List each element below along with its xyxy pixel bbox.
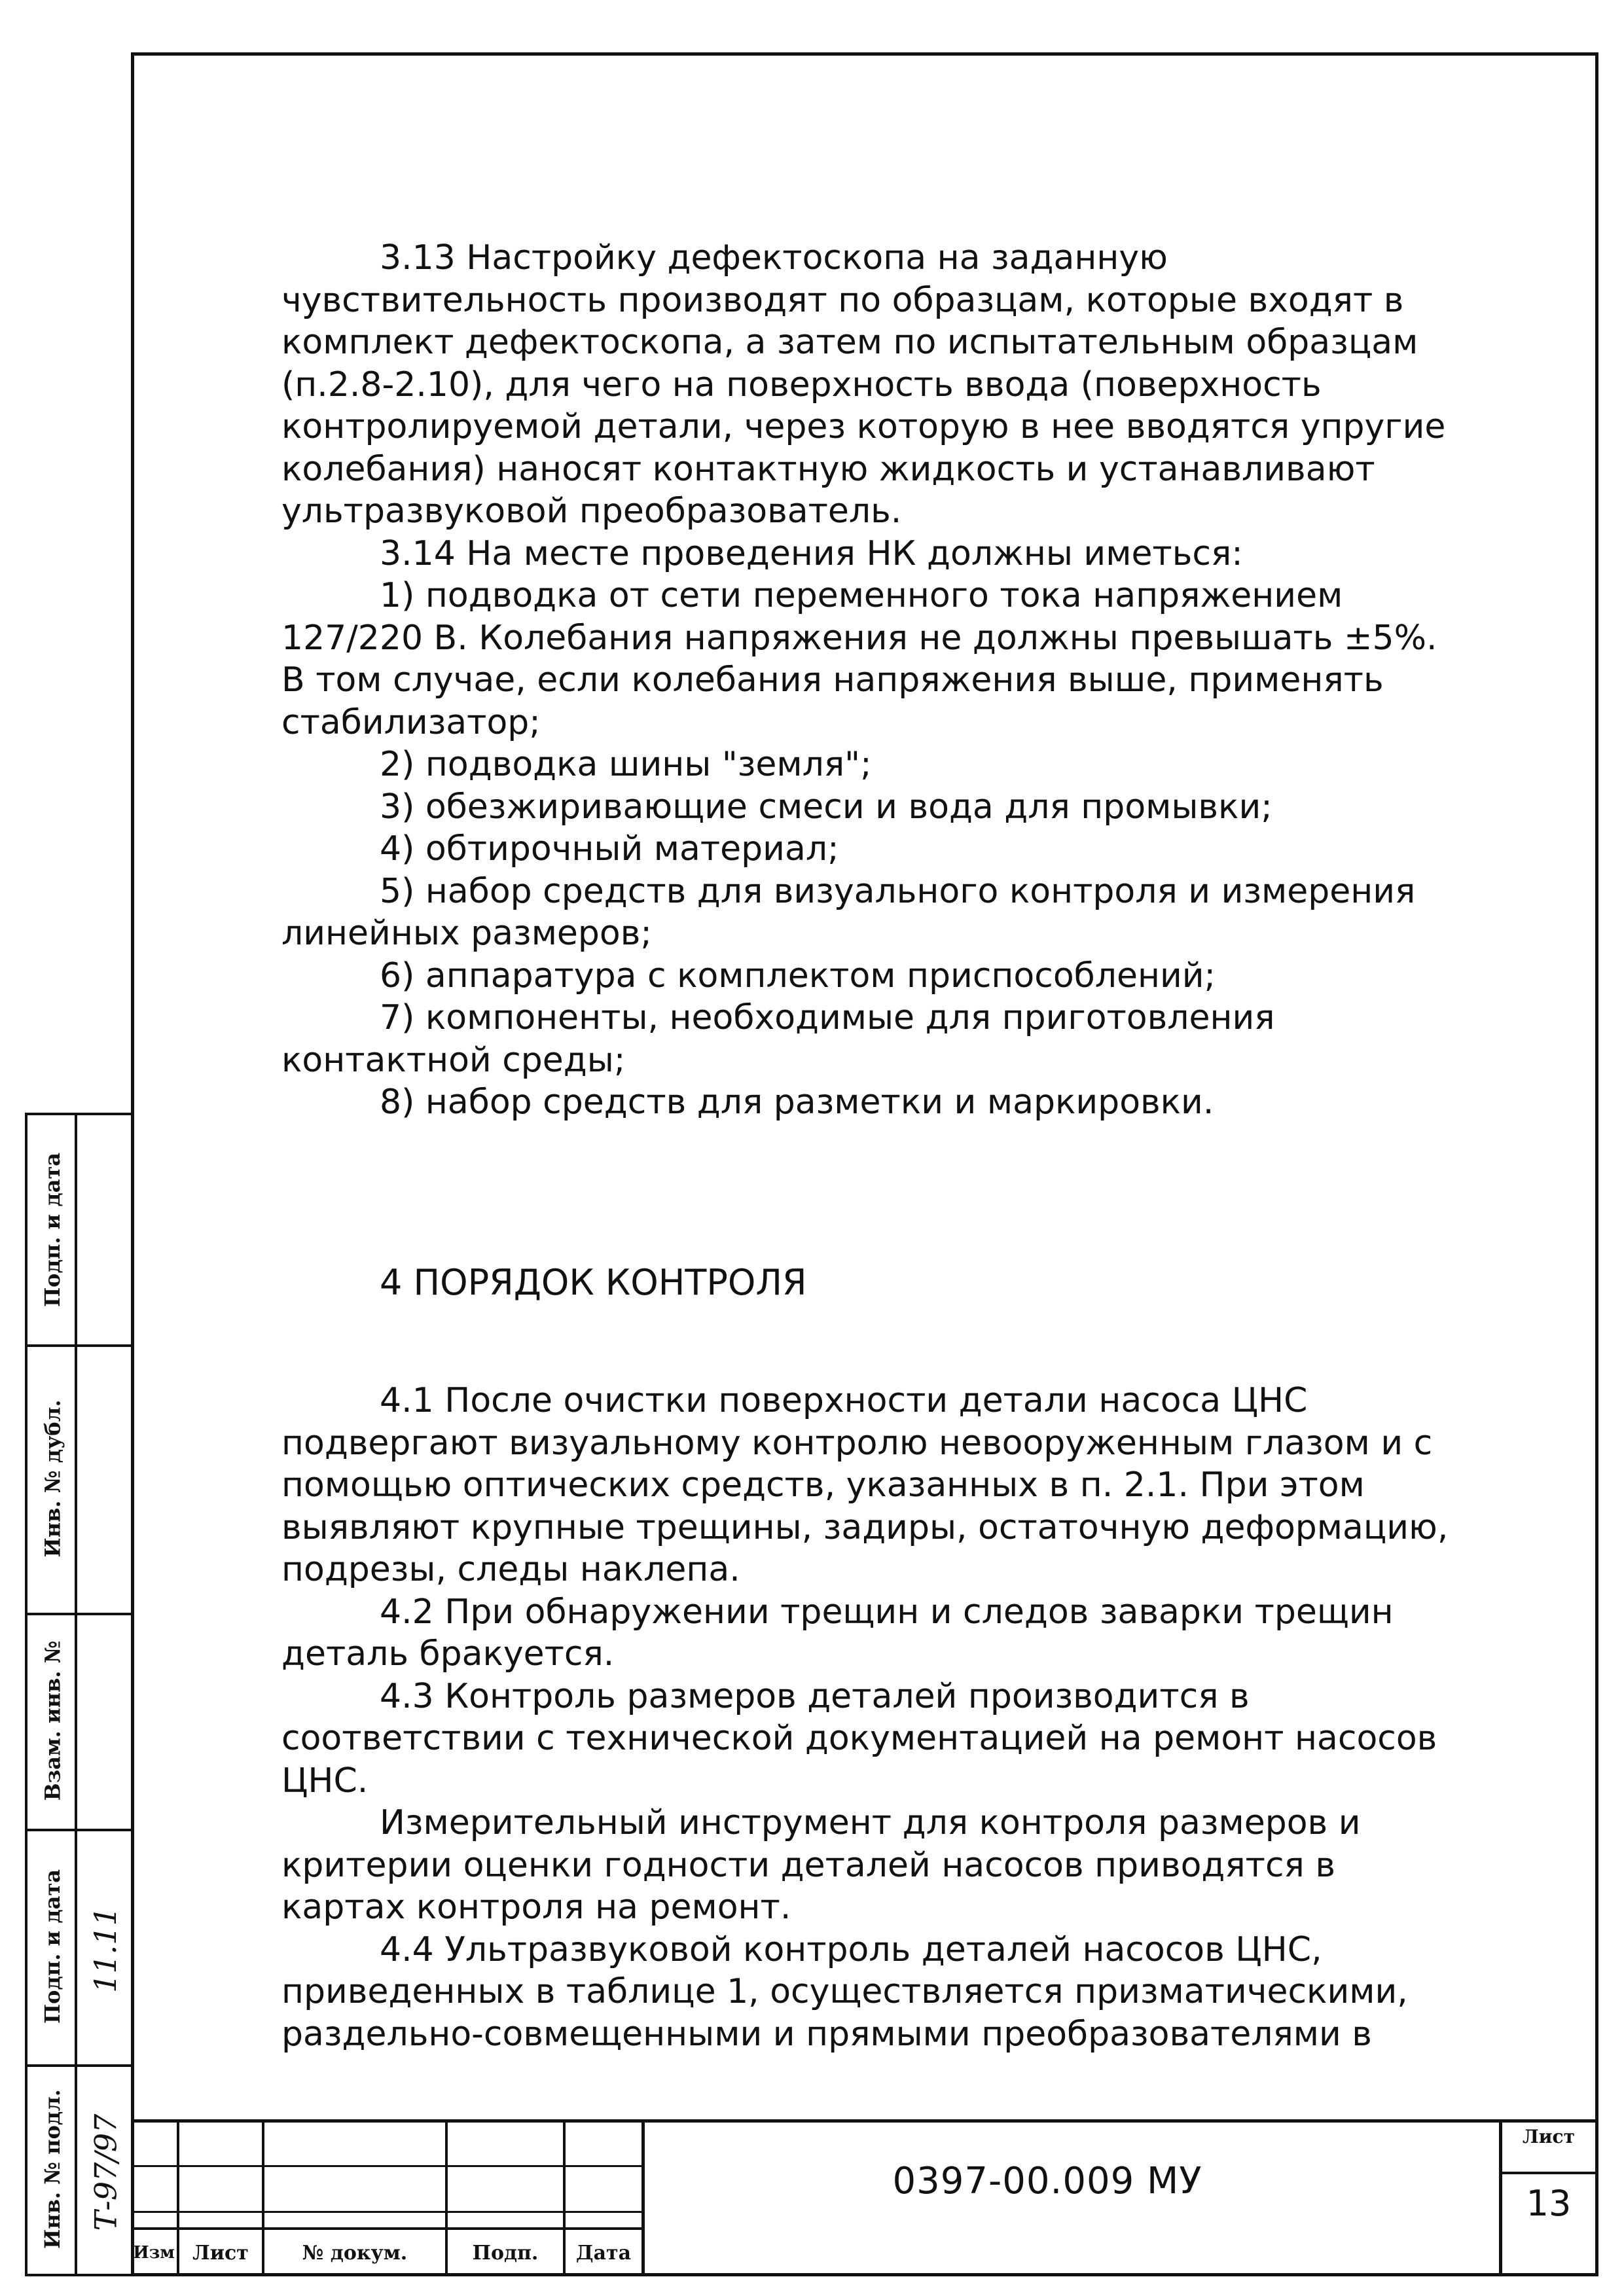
date-label: Дата (575, 2241, 632, 2265)
podp-data-bottom-label: Подп. и дата (40, 1869, 65, 2024)
paragraph-4-4: 4.4 Ультразвуковой контроль деталей насосов ЦНС, приведенных в таблице 1, осуществляется призматическими, раздельно-совмещенными и прямыми преобразователями в (281, 1929, 1408, 2054)
side-stamp-strip (25, 1113, 131, 2276)
list-item-4: 4) обтирочный материал; (380, 829, 839, 869)
title-block-top-line (131, 2119, 1598, 2123)
vzam-inv-label: Взам. инв. № (40, 1640, 65, 1801)
inv-podl-cell (33, 2064, 72, 2274)
document-code: 0397-00.009 МУ (892, 2160, 1202, 2202)
podp-data-bottom-cell (33, 1829, 72, 2064)
paragraph-4-3-note: Измерительный инструмент для контроля размеров и критерии оценки годности деталей насосов приводятся в картах контроля на ремонт. (281, 1803, 1361, 1927)
list-item-3: 3) обезжиривающие смеси и вода для промывки; (380, 787, 1272, 827)
section-3-text (281, 237, 1453, 1124)
paragraph-3-14: 3.14 На месте проведения НК должны иметься: (380, 533, 1243, 573)
signature-label: Подп. (472, 2241, 539, 2265)
list-item-5: 5) набор средств для визуального контроля и измерения линейных размеров; (281, 871, 1416, 953)
title-block-sheet-line (1499, 2172, 1598, 2174)
list-item-2: 2) подводка шины "земля"; (380, 745, 872, 784)
list-item-6: 6) аппаратура с комплектом приспособлений; (380, 956, 1216, 996)
sheet-label: Лист (1523, 2126, 1575, 2147)
handwritten-inv-number: Т-97/97 (88, 2113, 124, 2231)
handwritten-signature-date: 11.11 (88, 1907, 124, 1993)
paragraph-3-13-cont: чувствительность производят по образцам, которые входят в комплект дефектоскопа, а затем по испытательным образцам (п.2.8-2.10), для чего на поверхность ввода (поверхность контролируемой детали, через которую в нее вводятся упругие колебания) наносят контактную жидкость и устанавливают ультразвуковой преобразователь. (281, 280, 1446, 531)
podp-data-top-label: Подп. и дата (40, 1152, 65, 1308)
vzam-inv-cell (33, 1613, 72, 1829)
strip-column-divider (75, 1115, 77, 2274)
doc-number-label: № докум. (302, 2241, 408, 2265)
list-label: Лист (192, 2241, 249, 2265)
list-item-1: 1) подводка от сети переменного тока напряжением 127/220 В. Колебания напряжения не должны превышать ±5%. В том случае, если колебания напряжения выше, применять стабилизатор; (281, 576, 1437, 742)
izm-label: Изм (133, 2243, 175, 2263)
section-4-heading: 4 ПОРЯДОК КОНТРОЛЯ (380, 1262, 807, 1303)
inv-dubl-cell (33, 1344, 72, 1613)
title-block-col-line (641, 2119, 645, 2276)
list-item-8: 8) набор средств для разметки и маркировки. (380, 1083, 1214, 1122)
inv-dubl-label: Инв. № дубл. (40, 1399, 65, 1558)
paragraph-4-3: 4.3 Контроль размеров деталей производится в соответствии с технической документацией на ремонт насосов ЦНС. (281, 1676, 1437, 1801)
paragraph-4-1: 4.1 После очистки поверхности детали насоса ЦНС подвергают визуальному контролю невооруженным глазом и с помощью оптических средств, указанных в п. 2.1. При этом выявляют крупные трещины, задиры, остаточную деформацию, подрезы, следы наклепа. (281, 1381, 1449, 1589)
inv-podl-label: Инв. № подл. (40, 2089, 65, 2249)
paragraph-4-2: 4.2 При обнаружении трещин и следов заварки трещин деталь бракуется. (281, 1592, 1394, 1674)
podp-data-top-cell (33, 1115, 72, 1344)
section-4-text (281, 1380, 1453, 2055)
sheet-number: 13 (1526, 2183, 1572, 2224)
paragraph-3-13: 3.13 Настройку дефектоскопа на заданную (380, 238, 1168, 278)
list-item-7: 7) компоненты, необходимые для приготовления контактной среды; (281, 998, 1275, 1080)
